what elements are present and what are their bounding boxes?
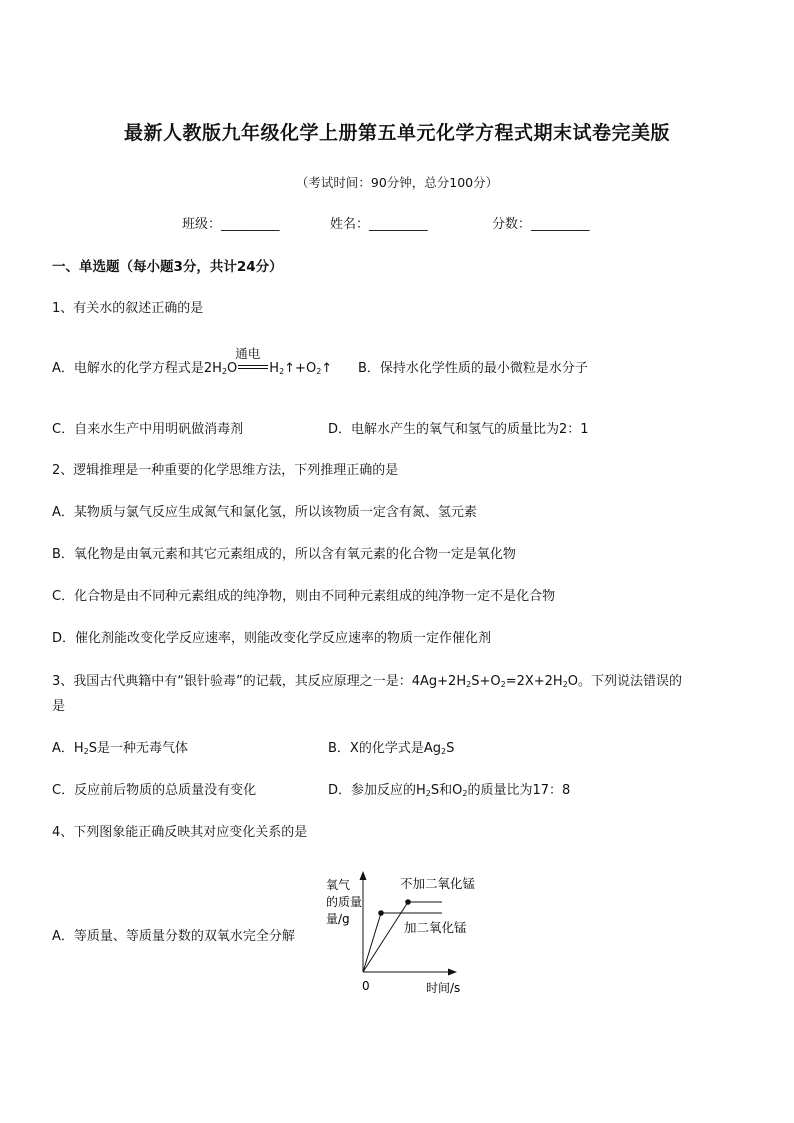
stem-text-suffix: 。下列说法错误的	[578, 674, 683, 689]
question-2-option-d[interactable]: D．催化剂能改变化学反应速率，则能改变化学反应速率的物质一定作催化剂	[52, 631, 492, 646]
option-a-text: 是一种无毒气体	[97, 741, 189, 756]
question-2-stem: 2、逻辑推理是一种重要的化学思维方法，下列推理正确的是	[52, 463, 399, 478]
stem-text: 3、我国古代典籍中有“银针验毒”的记载，其反应原理之一是：	[52, 674, 412, 689]
question-4-stem: 4、下列图象能正确反映其对应变化关系的是	[52, 825, 308, 840]
y-axis-arrow	[360, 871, 367, 880]
score-field[interactable]: 分数：_________	[492, 217, 590, 232]
series-with-mno2-point	[378, 910, 384, 916]
option-a-text: A．电解水的化学方程式是	[52, 361, 204, 376]
silver-reaction-equation: $4Ag+2H_2S+O_2=2X+2H_2O$	[411, 674, 579, 689]
origin-label: 0	[362, 979, 370, 993]
electrolysis-equation: $2H_2O$ 通电 $H_2↑+O_2↑$	[203, 346, 333, 376]
question-3-option-a[interactable]: A．$H_2S$是一种无毒气体	[52, 741, 189, 756]
y-label-line2: 的质量	[326, 895, 363, 909]
name-field[interactable]: 姓名：_________	[330, 217, 428, 232]
question-2-option-a[interactable]: A．某物质与氯气反应生成氮气和氯化氢，所以该物质一定含有氮、氢元素	[52, 505, 477, 520]
question-3-stem-line2: 是	[52, 699, 66, 714]
question-1-option-b[interactable]: B．保持水化学性质的最小微粒是水分子	[358, 361, 588, 376]
oxygen-mass-graph	[322, 868, 482, 1000]
question-1-option-d[interactable]: D．电解水产生的氧气和氢气的质量比为2：1	[328, 422, 589, 437]
x-label: 时间/s	[426, 981, 461, 995]
question-3-option-c[interactable]: C．反应前后物质的总质量没有变化	[52, 783, 257, 798]
question-1-option-c[interactable]: C．自来水生产中用明矾做消毒剂	[52, 422, 244, 437]
series-with-mno2-label: 加二氧化锰	[404, 920, 467, 935]
option-d-text: D．参加反应的	[328, 783, 417, 798]
reaction-condition	[235, 346, 269, 377]
option-d-conj: 和	[439, 783, 453, 798]
y-label-line3: 量/g	[326, 912, 350, 926]
question-3-stem	[52, 674, 682, 690]
question-1-option-a[interactable]	[52, 346, 333, 377]
question-2-option-c[interactable]: C．化合物是由不同种元素组成的纯净物，则由不同种元素组成的纯净物一定不是化合物	[52, 589, 556, 604]
question-4-option-a[interactable]: A．等质量、等质量分数的双氧水完全分解	[52, 929, 295, 944]
question-3-option-b[interactable]: B．X的化学式是$Ag_2S$	[328, 741, 455, 756]
page-title: 最新人教版九年级化学上册第五单元化学方程式期末试卷完美版	[123, 122, 670, 144]
exam-info: （考试时间：90分钟，总分100分）	[295, 175, 499, 190]
y-label-line1: 氧气	[326, 878, 351, 892]
series-without-mno2-point	[405, 899, 411, 905]
question-3-option-d[interactable]: D．参加反应的$H_2S$和$O_2$的质量比为17：8	[328, 783, 571, 798]
x-axis-arrow	[448, 969, 457, 976]
question-2-option-b[interactable]: B．氧化物是由氧元素和其它元素组成的，所以含有氧元素的化合物一定是氧化物	[52, 547, 516, 562]
series-without-mno2-label: 不加二氧化锰	[400, 876, 476, 891]
section-heading: 一、单选题（每小题3分，共计24分）	[52, 259, 283, 275]
option-b-text: B．X的化学式是	[328, 741, 424, 756]
class-field[interactable]: 班级：_________	[182, 217, 280, 232]
option-d-suffix: 的质量比为17：8	[467, 783, 571, 798]
condition-label: 通电	[235, 346, 261, 361]
question-1-stem: 1、有关水的叙述正确的是	[52, 301, 204, 316]
